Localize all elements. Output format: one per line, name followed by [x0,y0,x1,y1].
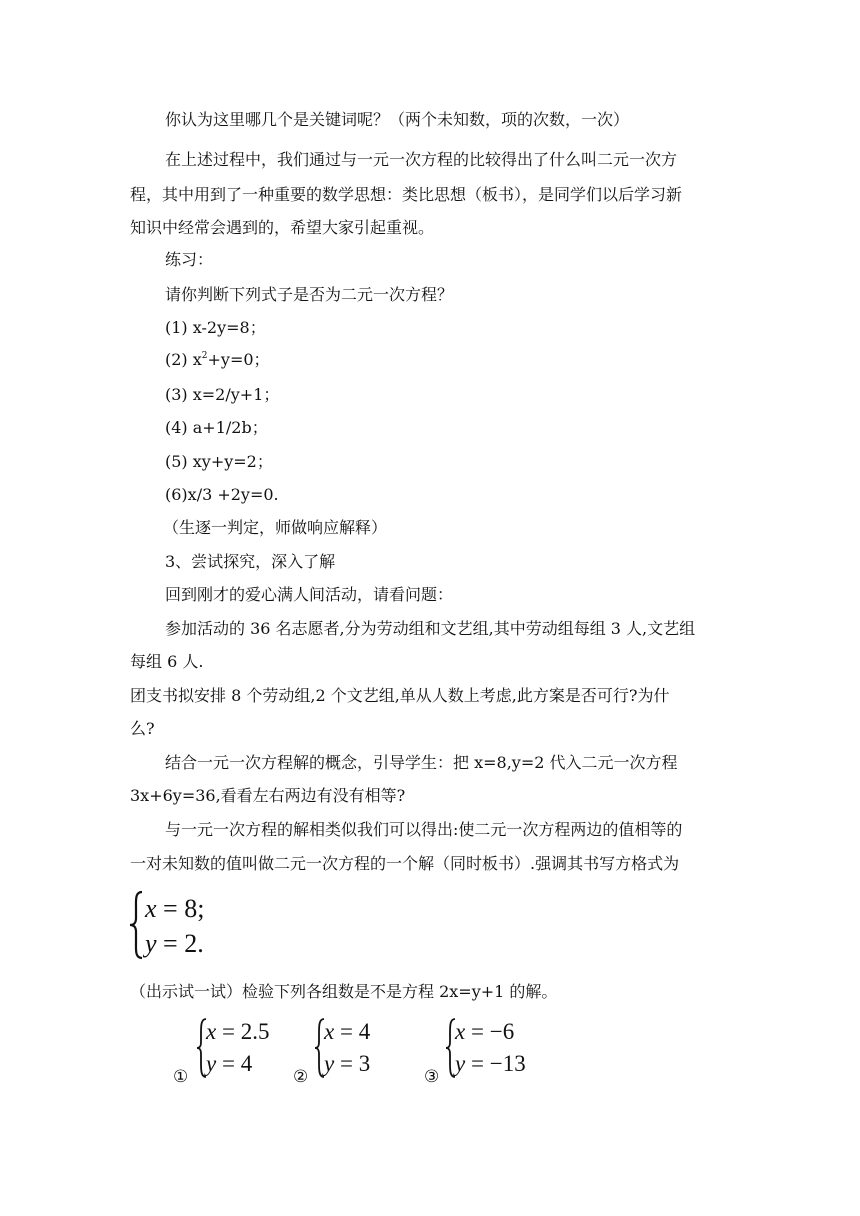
left-brace-icon [128,890,146,960]
test-system-1-line2: y = 4 [206,1051,253,1076]
circled-number-3: ③ [424,1067,440,1087]
exercise-item-1: (1) x-2y=8； [165,318,266,337]
exercise-item-4: (4) a+1/2b； [165,418,268,437]
paragraph-keywords: 你认为这里哪几个是关键词呢？（两个未知数，项的次数，一次） [165,110,630,129]
problem-text-line1: 参加活动的 36 名志愿者,分为劳动组和文艺组,其中劳动组每组 3 人,文艺组 [165,619,696,638]
circled-number-2: ② [293,1067,309,1087]
format-equation-line2: y = 2. [145,929,204,958]
exercise-item-2: (2) $x^2+y=0$； [165,350,270,369]
circled-number-1: ① [173,1067,189,1087]
guidance-line2: 3x+6y=36,看看左右两边有没有相等? [130,786,406,805]
exercise-item-3: (3) x=2/y+1； [165,385,280,404]
test-system-3-line2: y = −13 [455,1051,526,1076]
exercise-item-6: (6)x/3 +2y=0. [165,485,279,504]
paragraph-analogy-line1: 在上述过程中，我们通过与一元一次方程的比较得出了什么叫二元一次方 [165,150,678,169]
problem-text-line2: 每组 6 人. [130,652,204,671]
problem-question-line2: 么? [130,719,155,738]
definition-line1: 与一元一次方程的解相类似我们可以得出:使二元一次方程两边的值相等的 [165,820,683,839]
student-judgement-note: （生逐一判定，师做响应解释） [163,518,388,537]
test-system-3-line1: x = −6 [455,1019,515,1044]
definition-line2: 一对未知数的值叫做二元一次方程的一个解（同时板书）.强调其书写方格式为 [130,854,680,873]
test-system-1-line1: x = 2.5 [206,1019,270,1044]
paragraph-analogy-line3: 知识中经常会遇到的，希望大家引起重视。 [130,218,435,237]
exercise-heading: 练习： [165,250,214,269]
exercise-prompt: 请你判断下列式子是否为二元一次方程？ [165,285,454,304]
paragraph-analogy-line2: 程，其中用到了一种重要的数学思想：类比思想（板书），是同学们以后学习新 [130,185,683,204]
problem-question-line1: 团支书拟安排 8 个劳动组,2 个文艺组,单从人数上考虑,此方案是否可行?为什 [130,686,670,705]
paragraph-return-activity: 回到刚才的爱心满人间活动，请看问题： [165,585,454,604]
exercise-item-5: (5) xy+y=2； [165,452,273,471]
test-system-2-line2: y = 3 [324,1051,371,1076]
guidance-line1: 结合一元一次方程解的概念，引导学生：把 x=8,y=2 代入二元一次方程 [165,753,678,772]
format-equation-line1: x = 8; [145,894,205,923]
section-heading-3: 3、尝试探究，深入了解 [165,552,336,571]
test-instruction: （出示试一试）检验下列各组数是不是方程 2x=y+1 的解。 [130,982,558,1001]
test-system-2-line1: x = 4 [324,1019,371,1044]
